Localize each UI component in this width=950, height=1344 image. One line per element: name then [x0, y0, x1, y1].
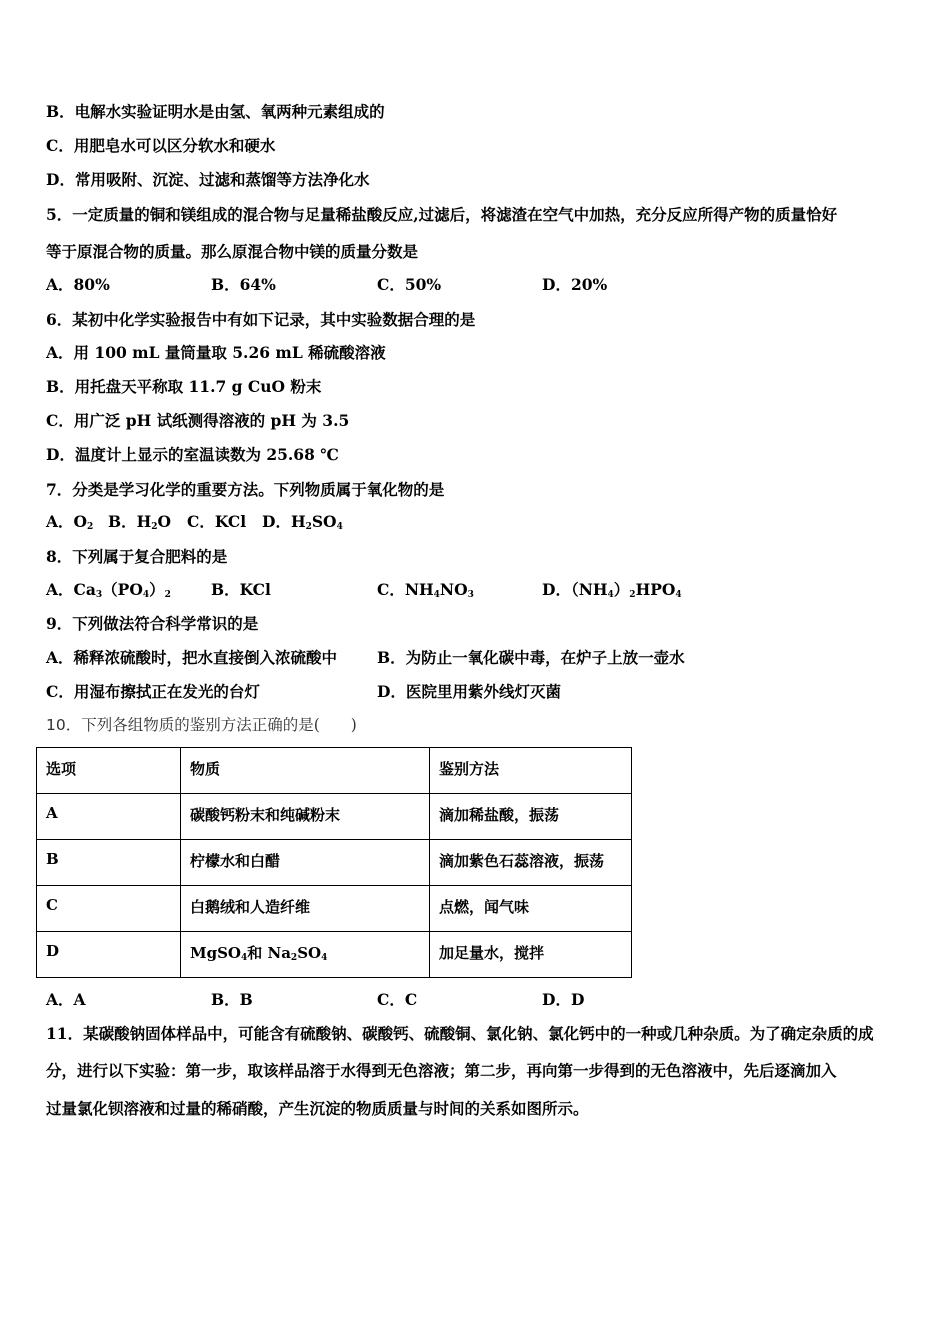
row-substance: 碳酸钙粉末和纯碱粉末	[181, 794, 430, 840]
row-option: C	[37, 886, 181, 932]
q5-text-line1: 5．一定质量的铜和镁组成的混合物与足量稀盐酸反应,过滤后，将滤渣在空气中加热，充分反应所得产物的质量恰好	[46, 205, 838, 224]
header-substance: 物质	[181, 748, 430, 794]
row-method: 点燃，闻气味	[430, 886, 632, 932]
q4-option-d: D．常用吸附、沉淀、过滤和蒸馏等方法净化水	[46, 170, 370, 189]
q6-text: 6．某初中化学实验报告中有如下记录，其中实验数据合理的是	[46, 310, 476, 329]
q10-option-b: B．B	[211, 990, 253, 1009]
q5-option-c: C．50%	[377, 275, 442, 294]
q9-option-d: D．医院里用紫外线灯灭菌	[377, 682, 561, 701]
q10-text: 10．下列各组物质的鉴别方法正确的是( )	[46, 716, 357, 734]
q7-option-d: D．$H_2SO_4$	[262, 512, 343, 532]
q7-text: 7．分类是学习化学的重要方法。下列物质属于氧化物的是	[46, 480, 445, 499]
q11-text-line1: 11．某碳酸钠固体样品中，可能含有硫酸钠、碳酸钙、硫酸铜、氯化钠、氯化钙中的一种或几种杂质。为了确定杂质的成	[46, 1024, 874, 1043]
row-option: B	[37, 840, 181, 886]
table-header-row	[37, 748, 632, 794]
row-substance: MgSO$_4$和 $Na_2SO_4$	[181, 932, 430, 978]
q11-text-line3: 过量氯化钡溶液和过量的稀硝酸，产生沉淀的物质质量与时间的关系如图所示。	[46, 1099, 589, 1118]
q6-option-d: D．温度计上显示的室温读数为 25.68 ℃	[46, 445, 339, 464]
q9-option-a: A．稀释浓硫酸时，把水直接倒入浓硫酸中	[46, 648, 338, 667]
q4-option-b: B．电解水实验证明水是由氢、氧两种元素组成的	[46, 102, 385, 121]
q5-option-d: D．20%	[542, 275, 608, 294]
q4-option-c: C．用肥皂水可以区分软水和硬水	[46, 136, 276, 155]
q10-option-a: A．A	[46, 990, 86, 1009]
q5-option-b: B．64%	[211, 275, 276, 294]
q7-option-a: A．$O_2$	[46, 512, 94, 532]
row-substance: 白鹅绒和人造纤维	[181, 886, 430, 932]
q8-option-a: A．$Ca_3(PO_4)_2$	[46, 580, 171, 600]
row-method: 滴加稀盐酸，振荡	[430, 794, 632, 840]
q7-option-b: B．$H_2O$	[108, 512, 172, 532]
q10-option-c: C．C	[377, 990, 418, 1009]
q11-text-line2: 分，进行以下实验：第一步，取该样品溶于水得到无色溶液；第二步，再向第一步得到的无色溶液中，先后逐滴加入	[46, 1061, 837, 1080]
row-option: A	[37, 794, 181, 840]
q7-option-c: C．KCl	[187, 512, 247, 531]
row-method: 滴加紫色石蕊溶液，振荡	[430, 840, 632, 886]
table-row	[37, 886, 632, 932]
q9-option-c: C．用湿布擦拭正在发光的台灯	[46, 682, 260, 701]
q5-option-a: A．80%	[46, 275, 110, 294]
q8-option-d: D．$(NH_4)_2HPO_4$	[542, 580, 682, 600]
header-method: 鉴别方法	[430, 748, 632, 794]
identification-table	[36, 747, 632, 978]
q6-option-b: B．用托盘天平称取 11.7 g CuO 粉末	[46, 377, 322, 396]
table-row	[37, 794, 632, 840]
q8-option-b: B．KCl	[211, 580, 271, 599]
header-option: 选项	[37, 748, 181, 794]
table-row	[37, 840, 632, 886]
q6-option-c: C．用广泛 pH 试纸测得溶液的 pH 为 3.5	[46, 411, 350, 430]
q10-option-d: D．D	[542, 990, 585, 1009]
q8-text: 8．下列属于复合肥料的是	[46, 547, 228, 566]
q8-option-c: C．$NH_4NO_3$	[377, 580, 474, 600]
q6-option-a: A．用 100 mL 量筒量取 5.26 mL 稀硫酸溶液	[46, 343, 386, 362]
table-row	[37, 932, 632, 978]
q9-option-b: B．为防止一氧化碳中毒，在炉子上放一壶水	[377, 648, 685, 667]
row-method: 加足量水，搅拌	[430, 932, 632, 978]
row-substance: 柠檬水和白醋	[181, 840, 430, 886]
q5-text-line2: 等于原混合物的质量。那么原混合物中镁的质量分数是	[46, 242, 419, 261]
row-option: D	[37, 932, 181, 978]
q9-text: 9．下列做法符合科学常识的是	[46, 614, 259, 633]
